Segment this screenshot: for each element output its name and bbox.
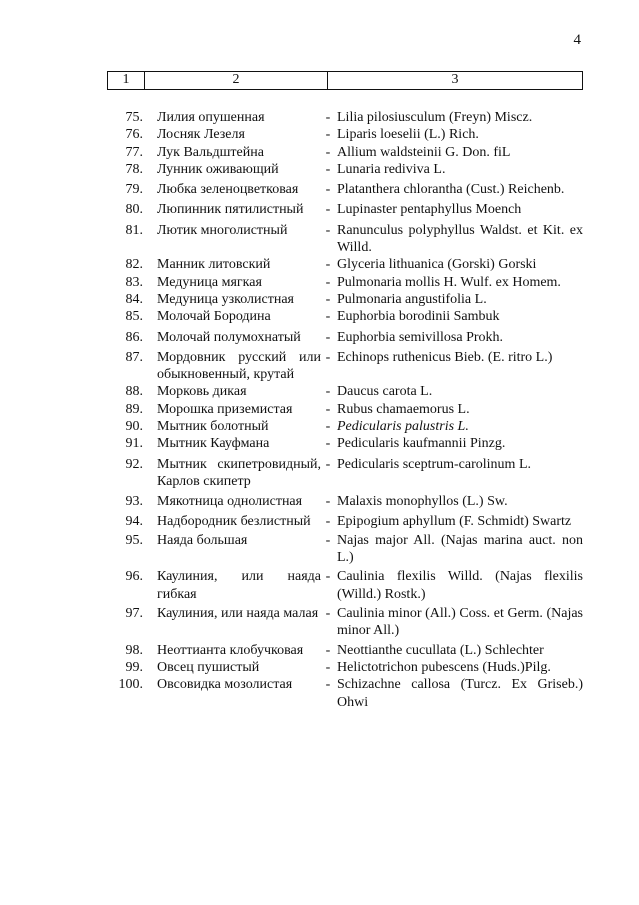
separator-dash: - — [325, 659, 331, 675]
latin-name: Pulmonaria angustifolia L. — [337, 291, 487, 307]
list-item — [107, 401, 583, 418]
separator-dash: - — [325, 127, 331, 143]
entry-number: 86. — [125, 329, 143, 345]
russian-name: Лунник оживающий — [157, 161, 279, 177]
list-item — [107, 256, 583, 273]
list-item — [107, 291, 583, 308]
entry-number: 91. — [125, 436, 143, 452]
list-item — [107, 605, 583, 640]
russian-name: Наяда большая — [157, 532, 248, 548]
entry-number: 98. — [125, 642, 143, 658]
russian-name: Мытник скипетровидный, Карлов скипетр — [157, 456, 321, 489]
entry-number: 80. — [125, 202, 143, 218]
latin-name: Lunaria rediviva L. — [337, 161, 446, 177]
separator-dash: - — [325, 110, 331, 125]
separator-dash: - — [325, 274, 331, 290]
latin-name: Caulinia minor (All.) Coss. et Germ. (Najas minor All.) — [337, 606, 583, 639]
entry-number: 88. — [125, 384, 143, 400]
list-item — [107, 144, 583, 161]
entry-number: 97. — [125, 606, 143, 622]
separator-dash: - — [325, 606, 331, 622]
entry-number: 79. — [125, 182, 143, 198]
column-header-table — [107, 71, 583, 90]
russian-name: Лук Вальдштейна — [157, 144, 264, 160]
russian-name: Неоттианта клобучковая — [157, 642, 304, 658]
separator-dash: - — [325, 291, 331, 307]
latin-name: Caulinia flexilis Willd. (Najas flexilis (Willd.) Rostk.) — [337, 569, 583, 602]
latin-name: Najas major All. (Najas marina auct. non L.) — [337, 532, 583, 566]
separator-dash: - — [325, 436, 331, 452]
list-item — [107, 329, 583, 346]
latin-name: Malaxis monophyllos (L.) Sw. — [337, 494, 508, 510]
entry-number: 95. — [125, 532, 143, 548]
russian-name: Люпинник пятилистный — [157, 202, 304, 218]
separator-dash: - — [325, 309, 331, 325]
separator-dash: - — [325, 329, 331, 345]
russian-name: Мякотница однолистная — [157, 494, 303, 510]
russian-name: Надбородник безлистный — [157, 513, 311, 529]
russian-name: Каулиния, или наяда малая — [157, 606, 319, 622]
russian-name: Медуница мягкая — [157, 274, 262, 290]
latin-name: Daucus carota L. — [337, 384, 433, 400]
entry-number: 92. — [125, 456, 143, 472]
latin-name: Liparis loeselii (L.) Rich. — [337, 127, 479, 143]
list-item — [107, 274, 583, 291]
separator-dash: - — [325, 401, 331, 417]
page-number: 4 — [573, 32, 581, 48]
latin-name: Ranunculus polyphyllus Waldst. et Kit. ex Willd. — [337, 222, 583, 256]
latin-name: Pedicularis palustris L. — [337, 419, 469, 435]
russian-name: Мордовник русский или обыкновенный, крутай — [157, 349, 321, 383]
russian-name: Морошка приземистая — [157, 401, 293, 417]
russian-name: Мытник Кауфмана — [157, 436, 270, 452]
separator-dash: - — [325, 144, 331, 160]
latin-name: Platanthera chlorantha (Cust.) Reichenb. — [337, 182, 565, 198]
latin-name: Schizachne callosa (Turcz. Ex Griseb.) Ohwi — [337, 677, 583, 710]
list-item — [107, 126, 583, 143]
entry-number: 77. — [125, 144, 143, 160]
column-header-1: 1 — [108, 72, 145, 90]
list-item — [107, 418, 583, 435]
list-item — [107, 642, 583, 659]
latin-name: Pedicularis kaufmannii Pinzg. — [337, 436, 506, 452]
russian-name: Овсовидка мозолистая — [157, 677, 293, 693]
column-header-3: 3 — [328, 72, 583, 90]
list-item — [107, 532, 583, 567]
russian-name: Манник литовский — [157, 257, 271, 273]
list-item — [107, 568, 583, 603]
entry-number: 89. — [125, 401, 143, 417]
russian-name: Лилия опушенная — [157, 110, 265, 125]
russian-name: Молочай Бородина — [157, 309, 271, 325]
separator-dash: - — [325, 222, 331, 238]
russian-name: Лютик многолистный — [157, 222, 288, 238]
latin-name: Glyceria lithuanica (Gorski) Gorski — [337, 257, 537, 273]
entry-number: 90. — [125, 419, 143, 435]
separator-dash: - — [325, 384, 331, 400]
latin-name: Neottianthe cucullata (L.) Schlechter — [337, 642, 544, 658]
entry-number: 99. — [125, 659, 143, 675]
list-item — [107, 109, 583, 126]
separator-dash: - — [325, 642, 331, 658]
russian-name: Морковь дикая — [157, 384, 247, 400]
list-item — [107, 308, 583, 325]
separator-dash: - — [325, 532, 331, 548]
list-item — [107, 161, 583, 178]
latin-name: Helictotrichon pubescens (Huds.)Pilg. — [337, 659, 551, 675]
list-item — [107, 383, 583, 400]
list-item — [107, 349, 583, 384]
russian-name: Любка зеленоцветковая — [157, 182, 299, 198]
separator-dash: - — [325, 257, 331, 273]
entry-number: 94. — [125, 513, 143, 529]
column-header-2: 2 — [145, 72, 328, 90]
latin-name: Lupinaster pentaphyllus Moench — [337, 202, 522, 218]
separator-dash: - — [325, 349, 331, 365]
entry-number: 82. — [125, 257, 143, 273]
latin-name: Pedicularis sceptrum-carolinum L. — [337, 456, 531, 472]
latin-name: Allium waldsteinii G. Don. fiL — [337, 144, 511, 160]
separator-dash: - — [325, 161, 331, 177]
latin-name: Rubus chamaemorus L. — [337, 401, 470, 417]
separator-dash: - — [325, 419, 331, 435]
entry-number: 87. — [125, 349, 143, 365]
separator-dash: - — [325, 513, 331, 529]
russian-name: Мытник болотный — [157, 419, 269, 435]
latin-name: Euphorbia borodinii Sambuk — [337, 309, 500, 325]
russian-name: Молочай полумохнатый — [157, 329, 301, 345]
separator-dash: - — [325, 182, 331, 198]
russian-name: Медуница узколистная — [157, 291, 294, 307]
column-header-row — [108, 72, 583, 90]
entry-number: 76. — [125, 127, 143, 143]
entry-number: 93. — [125, 494, 143, 510]
russian-name: Овсец пушистый — [157, 659, 260, 675]
entry-number: 84. — [125, 291, 143, 307]
list-item — [107, 659, 583, 676]
list-item — [107, 676, 583, 711]
separator-dash: - — [325, 202, 331, 218]
entry-number: 100. — [118, 677, 143, 693]
latin-name: Lilia pilosiusculum (Freyn) Miscz. — [337, 110, 533, 125]
latin-name: Epipogium aphyllum (F. Schmidt) Swartz — [337, 513, 572, 529]
entry-number: 75. — [125, 110, 143, 125]
latin-name: Echinops ruthenicus Bieb. (E. ritro L.) — [337, 349, 553, 365]
latin-name: Euphorbia semivillosa Prokh. — [337, 329, 504, 345]
entry-number: 83. — [125, 274, 143, 290]
list-item — [107, 201, 583, 218]
list-item — [107, 493, 583, 510]
russian-name: Лосняк Лезеля — [157, 127, 245, 143]
separator-dash: - — [325, 494, 331, 510]
russian-name: Каулиния, или наяда гибкая — [157, 569, 321, 602]
list-item — [107, 181, 583, 198]
list-item — [107, 456, 583, 491]
latin-name: Pulmonaria mollis H. Wulf. ex Homem. — [337, 274, 561, 290]
entry-number: 96. — [125, 569, 143, 585]
entry-number: 85. — [125, 309, 143, 325]
species-list — [107, 109, 583, 711]
list-item — [107, 435, 583, 452]
separator-dash: - — [325, 677, 331, 693]
separator-dash: - — [325, 569, 331, 585]
separator-dash: - — [325, 456, 331, 472]
entry-number: 81. — [125, 222, 143, 238]
list-item — [107, 222, 583, 257]
list-item — [107, 513, 583, 530]
entry-number: 78. — [125, 161, 143, 177]
